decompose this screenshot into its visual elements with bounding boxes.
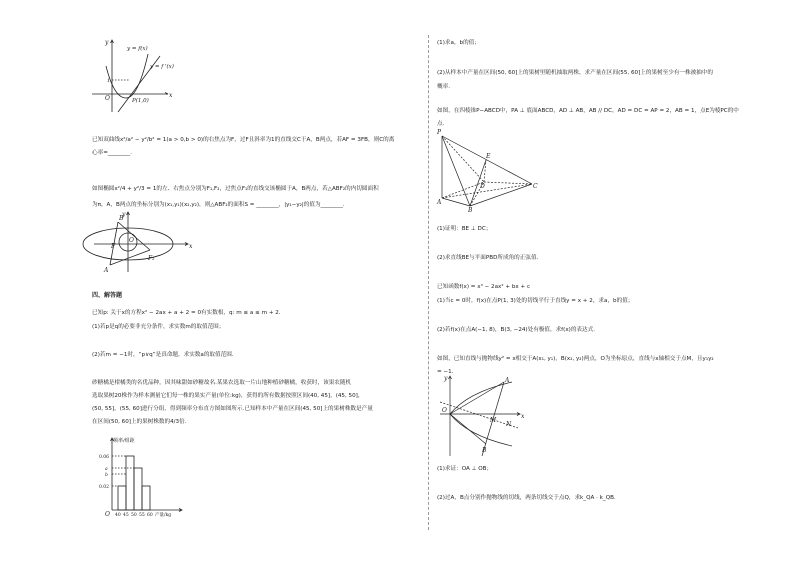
fig1-one-label: 1 bbox=[107, 78, 111, 84]
q-p-line3: (2)若m = −1时，“p∨q”是真命题，求实数a的取值范围. bbox=[92, 352, 234, 358]
histogram-figure bbox=[100, 432, 190, 518]
pyramid-part2: (2)求直线BE与平面PBD所成角的正弦值. bbox=[437, 255, 539, 261]
parabola-part2: (2)过A，B点分别作抛物线的切线，两条切线交于点Q，求k_QA · k_QB. bbox=[437, 495, 616, 501]
hist-tick-x-2: 50 bbox=[131, 513, 137, 518]
fig1-y-label: y bbox=[105, 39, 109, 46]
fig4-y-label: y bbox=[444, 375, 448, 382]
q-fruit-line2: 选取果树20株作为样本测量它们每一株的果实产量(单位:kg)，获得的所有数据按照区间(40, 45]，(45, 50]， bbox=[92, 393, 364, 399]
fig3-c-label: C bbox=[533, 183, 538, 190]
hist-tick-y-3: 0.02 bbox=[99, 485, 110, 490]
fig2-f2-label: F₂ bbox=[148, 255, 155, 262]
column-divider bbox=[428, 35, 429, 530]
fig2-y-label: y bbox=[122, 211, 126, 218]
hist-tick-x-0: 40 bbox=[115, 513, 121, 518]
q-pyramid-line1: 如图，在四棱锥P−ABCD中，PA ⊥ 底面ABCD，AD ⊥ AB，AB // DC，AD = DC = AP = 2，AB = 1，点E为棱PC的中 bbox=[437, 108, 739, 114]
fig4-n-label: N bbox=[506, 421, 512, 428]
fig3-e-label: E bbox=[486, 153, 491, 160]
q-func-line2: (1)当c = 0时，f(x)在点P(1, 3)处的切线平行于直线y = x + 2，求a，b的值； bbox=[437, 298, 634, 304]
fig3-d-label: D bbox=[480, 183, 485, 190]
hist-tick-x-4: 60 bbox=[147, 513, 153, 518]
parabola-part1: (1)求证：OA ⊥ OB； bbox=[437, 466, 493, 472]
q-ellipse-line2: 为π，A，B两点的坐标分别为(x₁,y₁)(x₂,y₂)，则△ABF₂的面积S = ________，|y₁−y₂|的值为________. bbox=[92, 202, 345, 208]
q-parabola-line2: = −1. bbox=[437, 369, 454, 375]
q-func-line3: (2)若f(x)在点A(−1, 8)，B(3, −24)处有极值，求f(x)的表达式. bbox=[437, 327, 595, 333]
hist-ylabel: 频率/组距 bbox=[113, 438, 135, 444]
parabola-figure bbox=[438, 372, 528, 460]
hist-tick-x-1: 45 bbox=[123, 513, 129, 518]
fig2-f1-label: F bbox=[111, 243, 116, 250]
q-fruit-line1: 砂糖橘是柑橘类的名优品种，因其味甜如砂糖故名.某果农选取一片山地种植砂糖橘，收获时，该果农随机 bbox=[92, 380, 352, 386]
q-parabola-line1: 如图，已知直线与抛物线y² = x相交于A(x₁, y₁)，B(x₂, y₂)两点，O为坐标原点，直线与x轴相交于点M，且y₁y₂ bbox=[437, 356, 714, 362]
fig4-b-label: B bbox=[482, 447, 487, 454]
fig1-f-label: y = f(x) bbox=[127, 46, 148, 52]
q-p-line1: 已知p: 关于x的方程x² − 2ax + a + 2 = 0有实数根，q: m ≤ a ≤ m + 2. bbox=[92, 310, 281, 316]
fig3-p-label: P bbox=[437, 129, 442, 136]
fig1-p-label: P(1,0) bbox=[132, 98, 149, 104]
q-ellipse-line1: 如图椭圆x²/4 + y²/3 = 1的左、右焦点分别为F₁,F₂，过焦点F₁的直线交该椭圆于A，B两点，若△ABF₂的内切圆面积 bbox=[92, 186, 379, 192]
q-func-line1: 已知函数f(x) = x³ − 2ax² + bx + c bbox=[437, 284, 531, 290]
section-title: 四、解答题 bbox=[92, 292, 123, 299]
hist-tick-x-3: 55 bbox=[139, 513, 145, 518]
q-fruit-line4: 在区间(50, 60]上的果树株数的4/3倍. bbox=[92, 419, 187, 425]
fig1-x-label: x bbox=[169, 92, 173, 99]
fig2-b-label: B bbox=[119, 215, 124, 222]
fig2-origin-label: O bbox=[129, 237, 134, 244]
fig3-b-label: B bbox=[468, 207, 473, 214]
hist-tick-y-2: b bbox=[105, 473, 108, 478]
fig2-a-label: A bbox=[104, 267, 109, 274]
hist-tick-y-0: 0.06 bbox=[99, 455, 110, 460]
q-hyperbola-line1: 已知双曲线x²/a² − y²/b² = 1(a > 0,b > 0)的右焦点为F，过F且斜率为1的直线交C于A，B两点，若AF = 3FB，则C的离 bbox=[92, 137, 395, 143]
right-q2-line2: 概率. bbox=[437, 84, 450, 90]
fig4-origin-label: O bbox=[442, 407, 447, 414]
hist-xlabel: 产量/kg bbox=[155, 513, 172, 518]
q-p-line2: (1)若p是q的必要非充分条件，求实数m的取值范围； bbox=[92, 324, 225, 330]
q-hyperbola-line2: 心率=________. bbox=[92, 150, 133, 156]
fig4-x-label: x bbox=[521, 413, 525, 420]
fig4-a-label: A bbox=[505, 377, 510, 384]
ellipse-figure bbox=[90, 210, 200, 275]
q-pyramid-line2: 点. bbox=[437, 121, 445, 127]
pyramid-figure bbox=[436, 126, 546, 212]
fig3-a-label: A bbox=[437, 199, 442, 206]
pyramid-part1: (1)证明：BE ⊥ DC； bbox=[437, 226, 492, 232]
fig2-x-label: x bbox=[189, 243, 193, 250]
fig1-origin-label: O bbox=[105, 95, 110, 102]
right-q1: (1)求a，b的值； bbox=[437, 40, 480, 46]
fig1-fprime-label: y = f '(x) bbox=[150, 64, 174, 70]
q-fruit-line3: (50, 55]，(55, 60]进行分组，得到频率分布直方图如图所示.已知样本中产量在区间(45, 50]上的果树株数是产量 bbox=[92, 406, 373, 412]
fig4-m-label: M bbox=[490, 417, 497, 424]
hist-origin: O bbox=[105, 511, 110, 518]
right-q2-line1: (2)从样本中产量在区间(50, 60]上的果树里随机抽取两株，求产量在区间(55, 60]上的果树至少有一株被抽中的 bbox=[437, 70, 713, 76]
function-graph-figure bbox=[88, 36, 178, 116]
hist-tick-y-1: a bbox=[105, 467, 108, 472]
